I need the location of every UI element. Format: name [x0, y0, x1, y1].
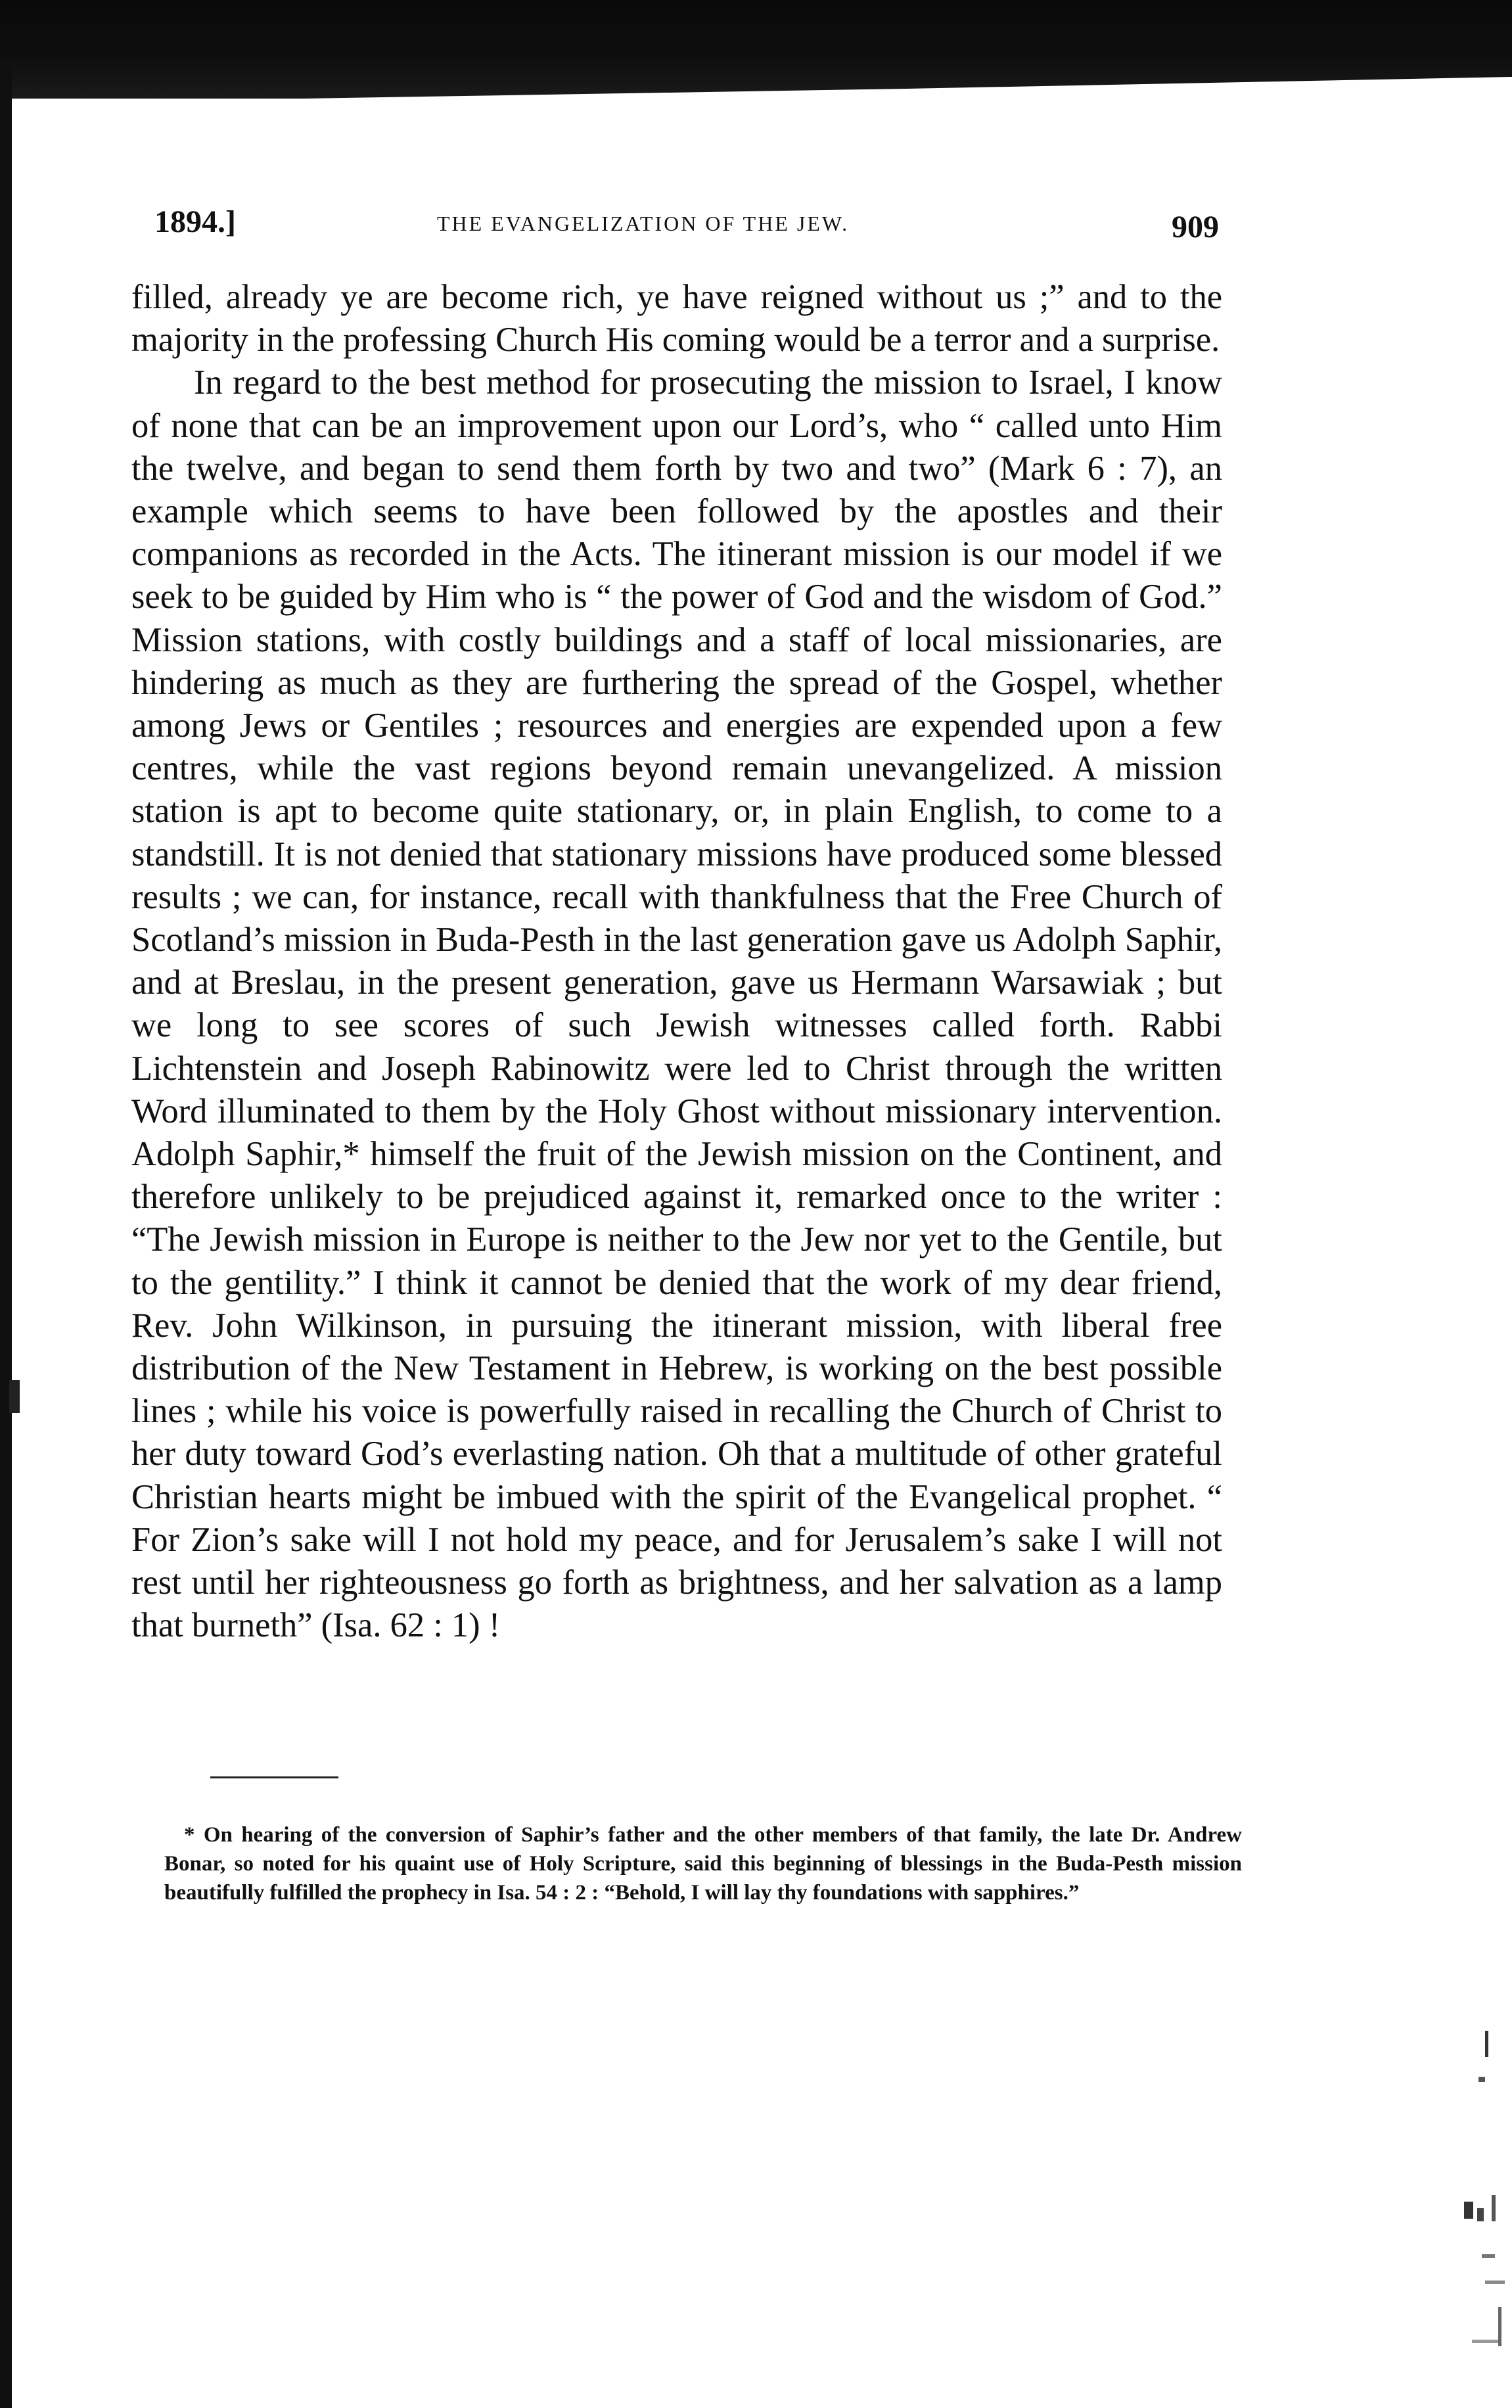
- scan-specks: [1459, 2031, 1511, 2399]
- header-title: THE EVANGELIZATION OF THE JEW.: [437, 212, 850, 235]
- footnote: * On hearing of the conversion of Saphir’s father and the other members of that family, the late Dr. Andrew Bonar, so noted for his quaint use of Holy Scripture, said this beginning of blessings in the Buda-Pesth mission beautifully fulfilled the prophecy in Isa. 54 : 2 : “Behold, I will lay thy foundations with sapphires.”: [164, 1823, 1242, 1905]
- scan-mark: [9, 1380, 20, 1413]
- running-header: [154, 197, 1219, 243]
- body-paragraph: In regard to the best method for prosecuting the mission to Israel, I know of none that can be an improvement upon our Lord’s, who “ called unto Him the twelve, and began to send them forth by two and two” (Mark 6 : 7), an example which seems to have been followed by the apostles and their companions as recorded in the Acts. The itinerant mission is our model if we seek to be guided by Him who is “ the power of God and the wisdom of God.” Mission stations, with costly buildings and a staff of local missionaries, are hindering as much as they are furthering the spread of the Gospel, whether among Jews or Gentiles ; resources and energies are expended upon a few centres, while the vast regions beyond remain unevangelized. A mission station is apt to become quite stationary, or, in plain English, to come to a standstill. It is not denied that stationary missions have produced some blessed results ; we can, for instance, recall with thankfulness that the Free Church of Scotland’s mission in Buda-Pesth in the last generation gave us Adolph Saphir, and at Breslau, in the present generation, gave us Hermann Warsawiak ; but we long to see scores of such Jewish witnesses called forth. Rabbi Lichtenstein and Joseph Rabinowitz were led to Christ through the written Word illuminated to them by the Holy Ghost without missionary intervention. Adolph Saphir,* himself the fruit of the Jewish mission on the Continent, and therefore unlikely to be prejudiced against it, remarked once to the writer : “The Jewish mission in Europe is neither to the Jew nor yet to the Gentile, but to the gentility.” I think it cannot be denied that the work of my dear friend, Rev. John Wilkinson, in pursuing the itinerant mission, with liberal free distribution of the New Testament in Hebrew, is working on the best possible lines ; while his voice is powerfully raised in recalling the Church of Christ to her duty toward God’s everlasting nation. Oh that a multitude of other grateful Christian hearts might be imbued with the spirit of the Evangelical prophet. “ For Zion’s sake will I not hold my peace, and for Jerusalem’s sake I will not rest until her righteousness go forth as brightness, and her salvation as a lamp that burneth” (Isa. 62 : 1) !: [131, 363, 1222, 1645]
- page-number: 909: [1172, 210, 1219, 244]
- article-body: [131, 276, 1222, 1648]
- body-paragraph: filled, already ye are become rich, ye have reigned without us ;” and to the majority in the professing Church His coming would be a terror and a surprise.: [131, 278, 1222, 359]
- header-year: 1894.]: [154, 204, 236, 239]
- footnote-divider: [210, 1776, 338, 1778]
- scan-border-left: [0, 66, 12, 2408]
- scan-border-top: [0, 0, 1512, 99]
